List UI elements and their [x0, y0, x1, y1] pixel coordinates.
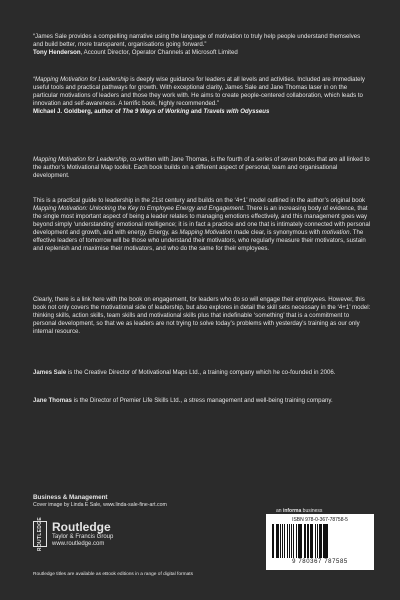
praise-1-role: , Account Director, Operator Channels at Microsoft Limited [80, 49, 238, 56]
praise-quote-1 [33, 33, 371, 57]
barcode-stripe [328, 524, 329, 558]
publisher-url: www.routledge.com [52, 541, 105, 547]
praise-2-role-prefix: , author of [90, 108, 123, 115]
bio-2-name: Jane Thomas [33, 397, 72, 404]
imprint-prefix: an [276, 508, 283, 514]
body1-text-a: This is a practical guide to leadership in the 21st century and builds on the ‘4+1’ model outlined in the author’s original book [33, 197, 366, 204]
publisher-name: Routledge [52, 520, 111, 534]
cover-credit: Cover image by Linda E Sale, www.linda-sale-fine-art.com [33, 502, 167, 508]
intro-book-title: Mapping Motivation for Leadership [33, 156, 127, 163]
body-paragraph-2 [33, 296, 371, 336]
bio-1-name: James Sale [33, 369, 67, 376]
praise-1-author: Tony Henderson [33, 49, 81, 56]
routledge-logo-icon [33, 516, 47, 552]
body1-text-d: . The effective leaders of tomorrow will be those who understand their motivators, who regularly measure their motivators, sustain and replenish and maximise their motivators, and who do the same for their employees. [33, 229, 366, 252]
routledge-logo-mark: ROUTLEDGE [37, 516, 43, 552]
barcode-icon [272, 524, 368, 558]
intro-text: , co-written with Jane Thomas, is the fourth of a series of seven books that are all linked to the author’s Motivational Map toolkit. Each book builds on a different aspect of personal, team and organisational development. [33, 156, 370, 179]
isbn-digits: 9 780367 787585 [292, 559, 348, 565]
ebook-note: Routledge titles are available as eBook editions in a range of digital formats [33, 572, 193, 577]
body-paragraph-1 [33, 197, 371, 253]
bio-2-text: is the Director of Premier Life Skills Ltd., a stress management and well-being training company. [71, 397, 333, 404]
praise-2-role-and: and [189, 108, 204, 115]
body1-text-b: . There is an increasing body of evidence, that the single most important aspect of being a leader relates to managing emotions effectively, and this management goes way beyond simply ‘understanding’ emotional intelligence; it is in fact a practice and one that is intimately connected with personal development and growth, and with energy. Energy, as [33, 205, 371, 236]
imprint-suffix: business [301, 508, 323, 514]
praise-2-quote-title: “Mapping Motivation for Leadership [33, 76, 129, 83]
praise-2-book-1: The 9 Ways of Working [122, 108, 190, 115]
intro-paragraph [33, 156, 371, 180]
body1-book-title: Mapping Motivation: Unlocking the Key to Employee Energy and Engagement [33, 205, 244, 212]
isbn-barcode [266, 514, 374, 570]
bio-1-text: is the Creative Director of Motivational Maps Ltd., a training company which he co-founded in 2006. [66, 369, 336, 376]
bio-james-sale [33, 369, 371, 377]
subject-block [33, 494, 371, 508]
bio-jane-thomas [33, 397, 371, 405]
imprint-brand: informa [282, 508, 302, 514]
publisher-group: Taylor & Francis Group [52, 534, 114, 540]
body1-text-c: made clear, is synonymous with [232, 229, 322, 236]
praise-2-author: Michael J. Goldberg [33, 108, 91, 115]
body2-text: Clearly, there is a link here with the book on engagement, for leaders who do so will engage their employees. However, this book not only covers the motivational side of leadership, but also explores in detail the skill sets necessary in the ‘4+1’ model: thinking skills, action skills, team skills and motivational skills plus that indefinable ‘something’ that is a commitment to personal development, so that we as leaders are not trying to solve today’s problems with yesterday’s training as our only internal resource. [33, 296, 371, 335]
praise-2-book-2: Travels with Odysseus [203, 108, 270, 115]
subject-category: Business & Management [33, 494, 108, 501]
body1-book-title-2: Mapping Motivation [179, 229, 233, 236]
isbn-label: ISBN 978-0-367-78758-5 [292, 517, 348, 523]
praise-quote-2 [33, 76, 371, 116]
body1-emphasis: motivation [321, 229, 350, 236]
praise-1-quote: “James Sale provides a compelling narrative using the language of motivation to truly help people understand themselves and build better, more transparent, organisations going forward.” [33, 33, 361, 48]
praise-2-quote: is deeply wise guidance for leaders at all levels and activities. Included are immediately useful tools and practical pathways for growth. With exceptional clarity, James Sale and Jane Thomas laser in on the particular motivations of leaders and those they work with. He aims to create people-centered collaboration, which leads to innovation and self-awareness. A terrific book, highly recommended.” [33, 76, 365, 107]
publisher-block [52, 521, 113, 548]
